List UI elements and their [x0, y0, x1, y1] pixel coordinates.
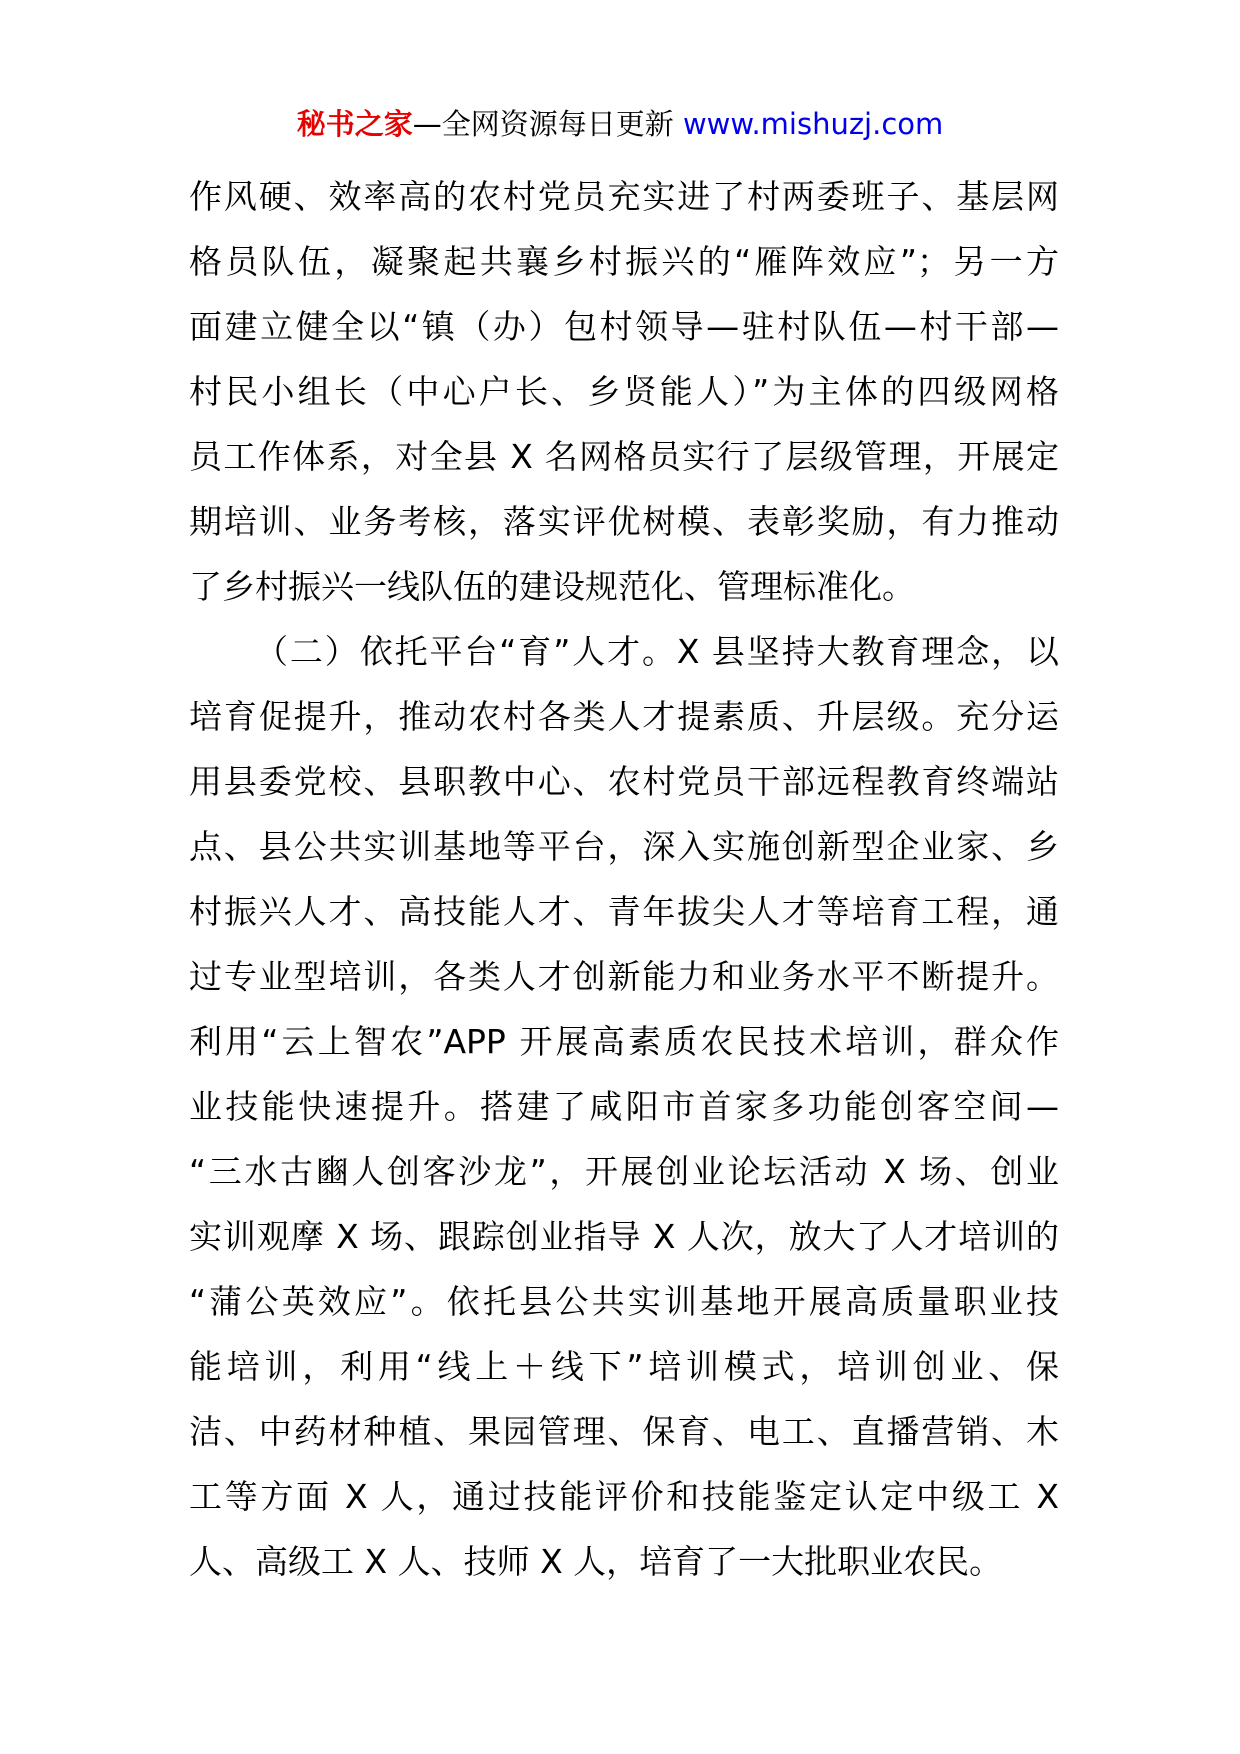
body-line: 能培训，利用“线上＋线下”培训模式，培训创业、保 — [189, 1347, 1059, 1386]
header-tagline: —全网资源每日更新 — [412, 107, 683, 141]
body-line: 面建立健全以“镇（办）包村领导—驻村队伍—村干部— — [189, 307, 1059, 346]
body-line: 洁、中药材种植、果园管理、保育、电工、直播营销、木 — [189, 1412, 1059, 1451]
body-line: 员工作体系，对全县 X 名网格员实行了层级管理，开展定 — [189, 437, 1059, 476]
site-header — [0, 104, 1240, 144]
body-line: 用县委党校、县职教中心、农村党员干部远程教育终端站 — [189, 762, 1059, 801]
body-line: 过专业型培训，各类人才创新能力和业务水平不断提升。 — [189, 957, 1059, 996]
body-line: 培育促提升，推动农村各类人才提素质、升层级。充分运 — [189, 697, 1059, 736]
body-line: 工等方面 X 人，通过技能评价和技能鉴定认定中级工 X — [189, 1477, 1059, 1516]
paragraph-end-line: 人、高级工 X 人、技师 X 人，培育了一大批职业农民。 — [189, 1542, 1003, 1581]
brand-name: 秘书之家 — [296, 107, 413, 141]
section-heading-line: （二）依托平台“育”人才。X 县坚持大教育理念，以 — [255, 632, 1059, 671]
body-line: 作风硬、效率高的农村党员充实进了村两委班子、基层网 — [189, 177, 1059, 216]
document-body — [189, 164, 1059, 1594]
paragraph-end-line: 了乡村振兴一线队伍的建设规范化、管理标准化。 — [189, 567, 915, 606]
body-line: 格员队伍，凝聚起共襄乡村振兴的“雁阵效应”；另一方 — [189, 242, 1059, 281]
body-line: 村民小组长（中心户长、乡贤能人）”为主体的四级网格 — [189, 372, 1059, 411]
body-line: “蒲公英效应”。依托县公共实训基地开展高质量职业技 — [189, 1282, 1059, 1321]
body-line: 期培训、业务考核，落实评优树模、表彰奖励，有力推动 — [189, 502, 1059, 541]
body-line: 利用“云上智农”APP 开展高素质农民技术培训，群众作 — [189, 1022, 1059, 1061]
body-line: 业技能快速提升。搭建了咸阳市首家多功能创客空间— — [189, 1087, 1059, 1126]
body-line: “三水古豳人创客沙龙”，开展创业论坛活动 X 场、创业 — [189, 1152, 1059, 1191]
body-line: 点、县公共实训基地等平台，深入实施创新型企业家、乡 — [189, 827, 1059, 866]
site-url-link[interactable]: www.mishuzj.com — [682, 107, 944, 141]
body-line: 实训观摩 X 场、跟踪创业指导 X 人次，放大了人才培训的 — [189, 1217, 1059, 1256]
body-line: 村振兴人才、高技能人才、青年拔尖人才等培育工程，通 — [189, 892, 1059, 931]
